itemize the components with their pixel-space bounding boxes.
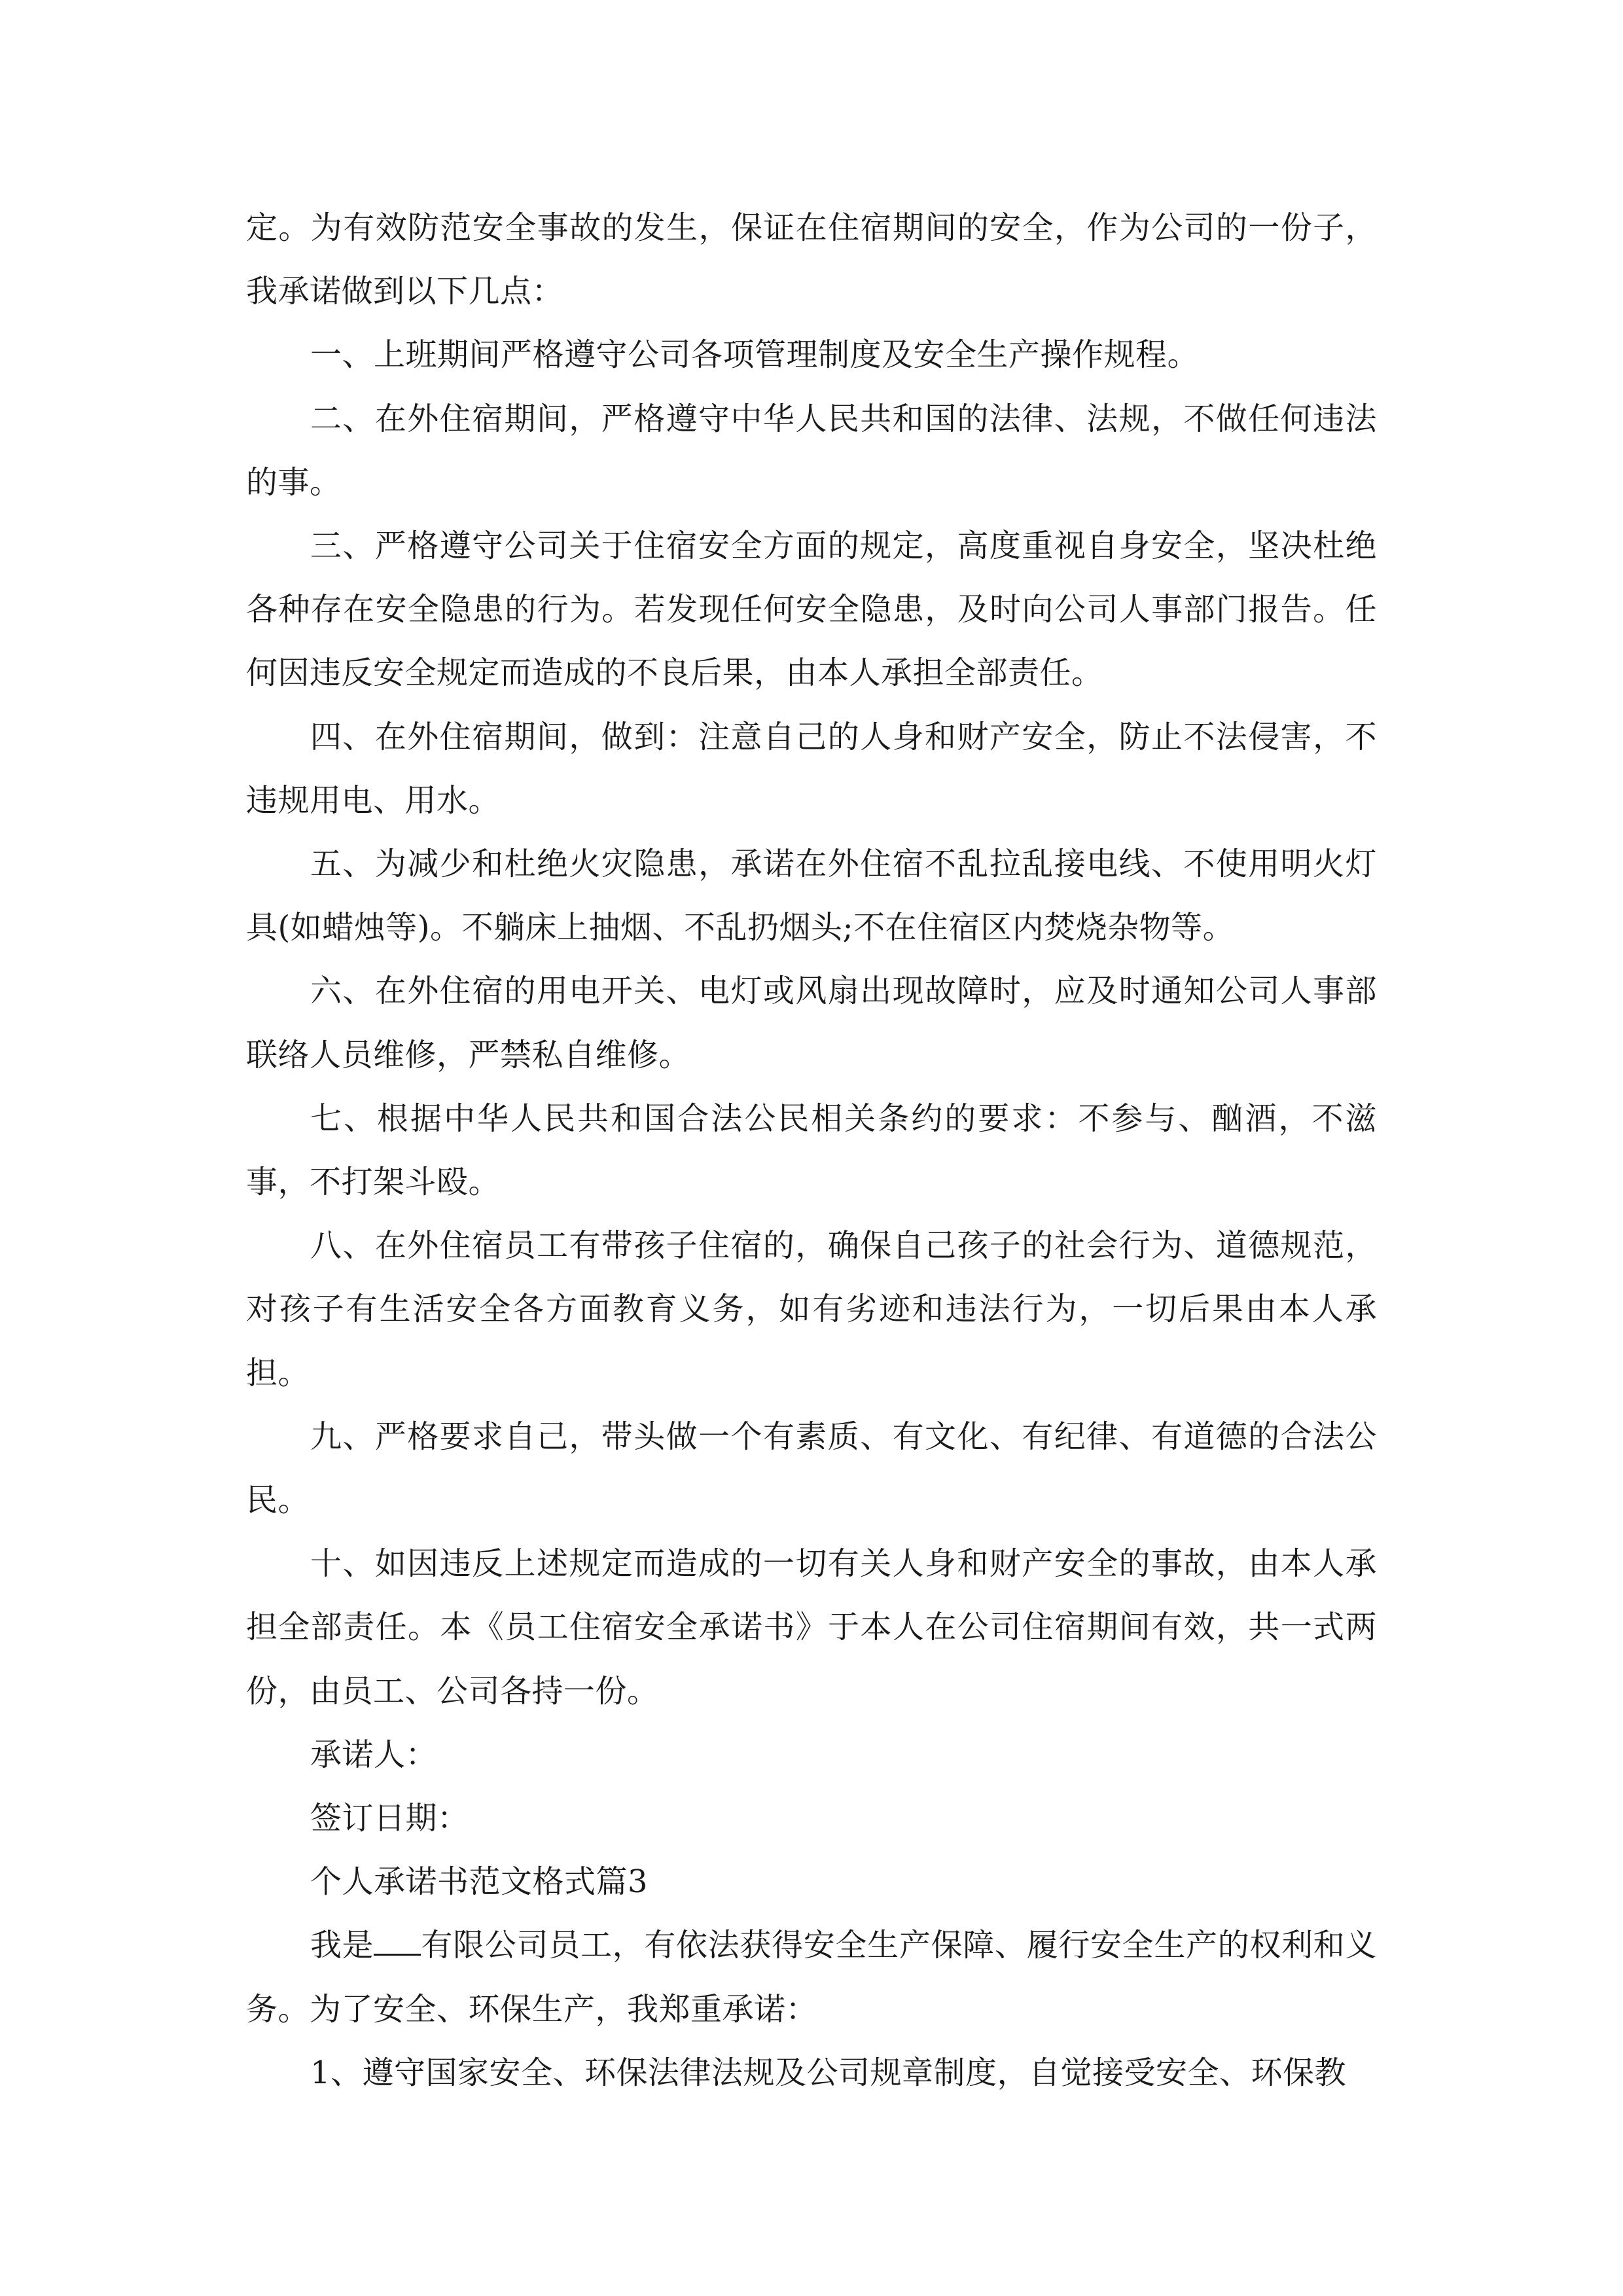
pledge-intro-suffix: 有限公司员工，有依法获得安全生产保障、履行安全生产的权利和义务。为了安全、环保生产，我郑重承诺： <box>246 1927 1377 2028</box>
section-heading: 个人承诺书范文格式篇3 <box>310 1863 649 1901</box>
clause-10: 十、如因违反上述规定而造成的一切有关人身和财产安全的事故，由本人承担全部责任。本《员工住宿安全承诺书》于本人在公司住宿期间有效，共一式两份，由员工、公司各持一份。 <box>246 1545 1377 1710</box>
clause-9: 九、严格要求自己，带头做一个有素质、有文化、有纪律、有道德的合法公民。 <box>246 1418 1377 1519</box>
paragraph-intro-continued: 定。为有效防范安全事故的发生，保证在住宿期间的安全，作为公司的一份子，我承诺做到以下几点： <box>246 209 1377 310</box>
clause-3: 三、严格遵守公司关于住宿安全方面的规定，高度重视自身安全，坚决杜绝各种存在安全隐患的行为。若发现任何安全隐患，及时向公司人事部门报告。任何因违反安全规定而造成的不良后果，由本人承担全部责任。 <box>246 528 1377 692</box>
clause-4: 四、在外住宿期间，做到：注意自己的人身和财产安全，防止不法侵害，不违规用电、用水。 <box>246 718 1377 819</box>
signatory-label: 承诺人： <box>310 1736 438 1773</box>
clause-1: 一、上班期间严格遵守公司各项管理制度及安全生产操作规程。 <box>310 336 1200 374</box>
clause-2: 二、在外住宿期间，严格遵守中华人民共和国的法律、法规，不做任何违法的事。 <box>246 400 1377 501</box>
company-name-blank <box>374 1928 421 1956</box>
document-page <box>246 196 1377 2105</box>
signing-date-label: 签订日期： <box>310 1800 469 1837</box>
clause-5: 五、为减少和杜绝火灾隐患，承诺在外住宿不乱拉乱接电线、不使用明火灯具(如蜡烛等)。不躺床上抽烟、不乱扔烟头;不在住宿区内焚烧杂物等。 <box>246 846 1377 946</box>
clause-8: 八、在外住宿员工有带孩子住宿的，确保自己孩子的社会行为、道德规范，对孩子有生活安全各方面教育义务，如有劣迹和违法行为，一切后果由本人承担。 <box>246 1227 1377 1391</box>
pledge-item-1: 1、遵守国家安全、环保法律法规及公司规章制度，自觉接受安全、环保教 <box>310 2054 1347 2091</box>
clause-6: 六、在外住宿的用电开关、电灯或风扇出现故障时，应及时通知公司人事部联络人员维修，严禁私自维修。 <box>246 973 1377 1073</box>
pledge-intro-prefix: 我是 <box>310 1927 374 1964</box>
clause-7: 七、根据中华人民共和国合法公民相关条约的要求：不参与、酗酒，不滋事，不打架斗殴。 <box>246 1100 1377 1201</box>
paragraph-pledge-intro <box>246 1914 1377 2041</box>
